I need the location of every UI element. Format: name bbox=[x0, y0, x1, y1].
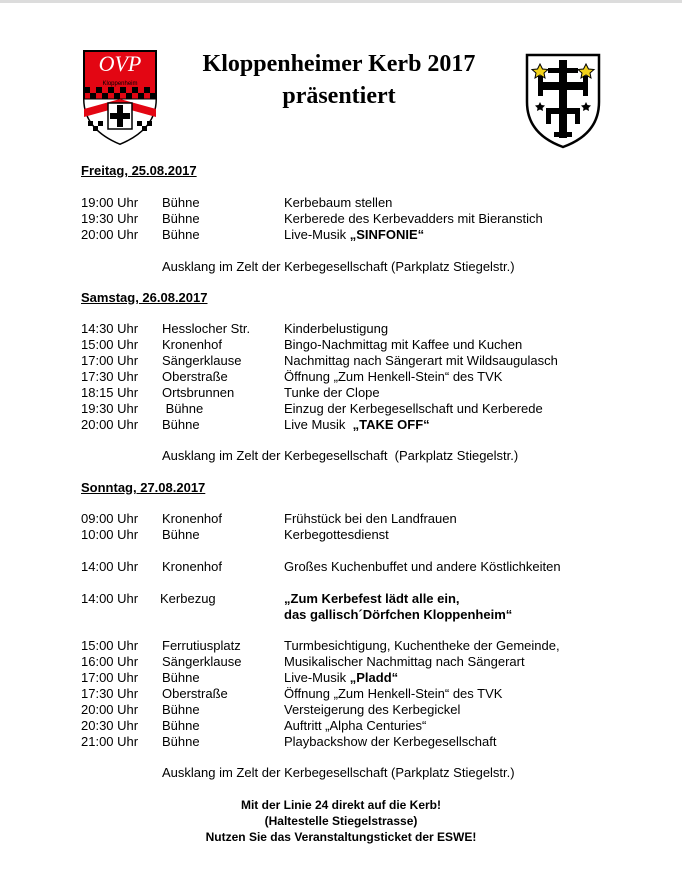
event-description bbox=[284, 417, 430, 433]
event-place: Ortsbrunnen bbox=[162, 385, 235, 400]
schedule-row bbox=[0, 654, 682, 670]
event-time: 17:30 Uhr bbox=[81, 369, 139, 384]
event-time: 14:00 Uhr bbox=[81, 591, 139, 606]
event-place: Bühne bbox=[162, 670, 200, 685]
event-description: Öffnung „Zum Henkell-Stein“ des TVK bbox=[284, 369, 503, 384]
schedule-row bbox=[0, 559, 682, 575]
footer-line-bus: Mit der Linie 24 direkt auf die Kerb! bbox=[240, 798, 442, 812]
event-description-text: Live-Musik bbox=[284, 227, 350, 242]
event-time: 20:00 Uhr bbox=[81, 702, 139, 717]
schedule-row bbox=[0, 670, 682, 686]
page-title: Kloppenheimer Kerb 2017 bbox=[202, 51, 476, 77]
schedule-row bbox=[0, 195, 682, 211]
schedule-row bbox=[0, 369, 682, 385]
event-description: Frühstück bei den Landfrauen bbox=[284, 511, 457, 526]
left-logo-subtext: Kloppenheim bbox=[102, 81, 138, 87]
event-time: 09:00 Uhr bbox=[81, 511, 139, 526]
event-description: Einzug der Kerbegesellschaft und Kerberede bbox=[284, 401, 543, 416]
event-description: Tunke der Clope bbox=[284, 385, 380, 400]
event-time: 20:30 Uhr bbox=[81, 718, 139, 733]
event-description: Musikalischer Nachmittag nach Sängerart bbox=[284, 654, 525, 669]
event-place: Oberstraße bbox=[162, 369, 228, 384]
schedule-row bbox=[0, 401, 682, 417]
day-heading-sunday: Sonntag, 27.08.2017 bbox=[81, 480, 206, 495]
event-time: 19:30 Uhr bbox=[81, 401, 139, 416]
event-description: Großes Kuchenbuffet und andere Köstlichkeiten bbox=[284, 559, 561, 574]
event-time: 19:00 Uhr bbox=[81, 195, 139, 210]
event-place: Bühne bbox=[162, 718, 200, 733]
schedule-row bbox=[0, 417, 682, 433]
day-heading-friday: Freitag, 25.08.2017 bbox=[81, 163, 197, 178]
footer-line-ticket: Nutzen Sie das Veranstaltungsticket der ESWE! bbox=[205, 830, 477, 844]
event-time: 15:00 Uhr bbox=[81, 638, 139, 653]
schedule-row bbox=[0, 353, 682, 369]
event-time: 17:30 Uhr bbox=[81, 686, 139, 701]
schedule-row bbox=[0, 734, 682, 750]
event-time: 17:00 Uhr bbox=[81, 353, 139, 368]
event-time: 16:00 Uhr bbox=[81, 654, 139, 669]
band-name: „TAKE OFF“ bbox=[352, 417, 430, 432]
event-description: Turmbesichtigung, Kuchentheke der Gemeinde, bbox=[284, 638, 560, 653]
schedule-row bbox=[0, 702, 682, 718]
event-description bbox=[284, 670, 398, 686]
event-time: 14:30 Uhr bbox=[81, 321, 139, 336]
event-place: Bühne bbox=[162, 195, 200, 210]
event-place: Bühne bbox=[162, 417, 200, 432]
schedule-row bbox=[0, 638, 682, 654]
schedule-row bbox=[0, 511, 682, 527]
event-place: Bühne bbox=[162, 702, 200, 717]
event-place: Bühne bbox=[162, 211, 200, 226]
event-description-text: Live-Musik bbox=[284, 670, 350, 685]
day-heading-saturday: Samstag, 26.08.2017 bbox=[81, 290, 208, 305]
footer-line-stop: (Haltestelle Stiegelstrasse) bbox=[264, 814, 418, 828]
event-description: „Zum Kerbefest lädt alle ein, bbox=[284, 591, 460, 606]
event-description: Versteigerung des Kerbegickel bbox=[284, 702, 461, 717]
event-place: Kerbezug bbox=[160, 591, 216, 606]
band-name: „SINFONIE“ bbox=[349, 227, 425, 242]
page-subtitle: präsentiert bbox=[282, 83, 396, 109]
left-logo-text: OVP bbox=[98, 51, 142, 76]
event-description: Playbackshow der Kerbegesellschaft bbox=[284, 734, 497, 749]
event-place: Kronenhof bbox=[162, 511, 222, 526]
event-place: Kronenhof bbox=[162, 337, 222, 352]
event-place: Kronenhof bbox=[162, 559, 222, 574]
event-place: Ferrutiusplatz bbox=[162, 638, 241, 653]
event-place: Sängerklause bbox=[162, 353, 242, 368]
event-time: 17:00 Uhr bbox=[81, 670, 139, 685]
schedule-row bbox=[0, 321, 682, 337]
schedule-row bbox=[0, 227, 682, 243]
event-time: 10:00 Uhr bbox=[81, 527, 139, 542]
event-description: Öffnung „Zum Henkell-Stein“ des TVK bbox=[284, 686, 503, 701]
event-time: 20:00 Uhr bbox=[81, 227, 139, 242]
event-description: Kinderbelustigung bbox=[284, 321, 389, 336]
event-description: Nachmittag nach Sängerart mit Wildsaugulasch bbox=[284, 353, 558, 368]
band-name: „Pladd“ bbox=[349, 670, 399, 685]
closing-note-friday: Ausklang im Zelt der Kerbegesellschaft (Parkplatz Stiegelstr.) bbox=[162, 259, 515, 274]
event-time: 15:00 Uhr bbox=[81, 337, 139, 352]
event-place: Bühne bbox=[162, 734, 200, 749]
closing-note-saturday: Ausklang im Zelt der Kerbegesellschaft (Parkplatz Stiegelstr.) bbox=[162, 448, 519, 463]
event-time: 19:30 Uhr bbox=[81, 211, 139, 226]
event-time: 18:15 Uhr bbox=[81, 385, 139, 400]
schedule-row bbox=[0, 527, 682, 543]
schedule-row bbox=[0, 385, 682, 401]
schedule-row bbox=[0, 337, 682, 353]
event-description: das gallisch´Dörfchen Kloppenheim“ bbox=[284, 607, 513, 622]
event-description: Kerbegottesdienst bbox=[284, 527, 389, 542]
schedule-row bbox=[0, 718, 682, 734]
event-description bbox=[284, 227, 424, 243]
event-description-text: Live Musik bbox=[284, 417, 353, 432]
event-description: Auftritt „Alpha Centuries“ bbox=[284, 718, 427, 733]
schedule-row-continuation bbox=[0, 607, 682, 623]
event-place: Oberstraße bbox=[162, 686, 228, 701]
event-place: Bühne bbox=[162, 527, 200, 542]
event-place: Hesslocher Str. bbox=[162, 321, 251, 336]
event-description: Kerbebaum stellen bbox=[284, 195, 393, 210]
schedule-row bbox=[0, 211, 682, 227]
event-time: 14:00 Uhr bbox=[81, 559, 139, 574]
event-place: Bühne bbox=[162, 401, 204, 416]
event-place: Sängerklause bbox=[162, 654, 242, 669]
event-place: Bühne bbox=[162, 227, 200, 242]
event-time: 21:00 Uhr bbox=[81, 734, 139, 749]
event-description: Bingo-Nachmittag mit Kaffee und Kuchen bbox=[284, 337, 523, 352]
event-time: 20:00 Uhr bbox=[81, 417, 139, 432]
closing-note-sunday: Ausklang im Zelt der Kerbegesellschaft (Parkplatz Stiegelstr.) bbox=[162, 765, 515, 780]
schedule-row bbox=[0, 591, 682, 607]
event-description: Kerberede des Kerbevadders mit Bieranstich bbox=[284, 211, 543, 226]
top-border bbox=[0, 0, 682, 3]
schedule-row bbox=[0, 686, 682, 702]
